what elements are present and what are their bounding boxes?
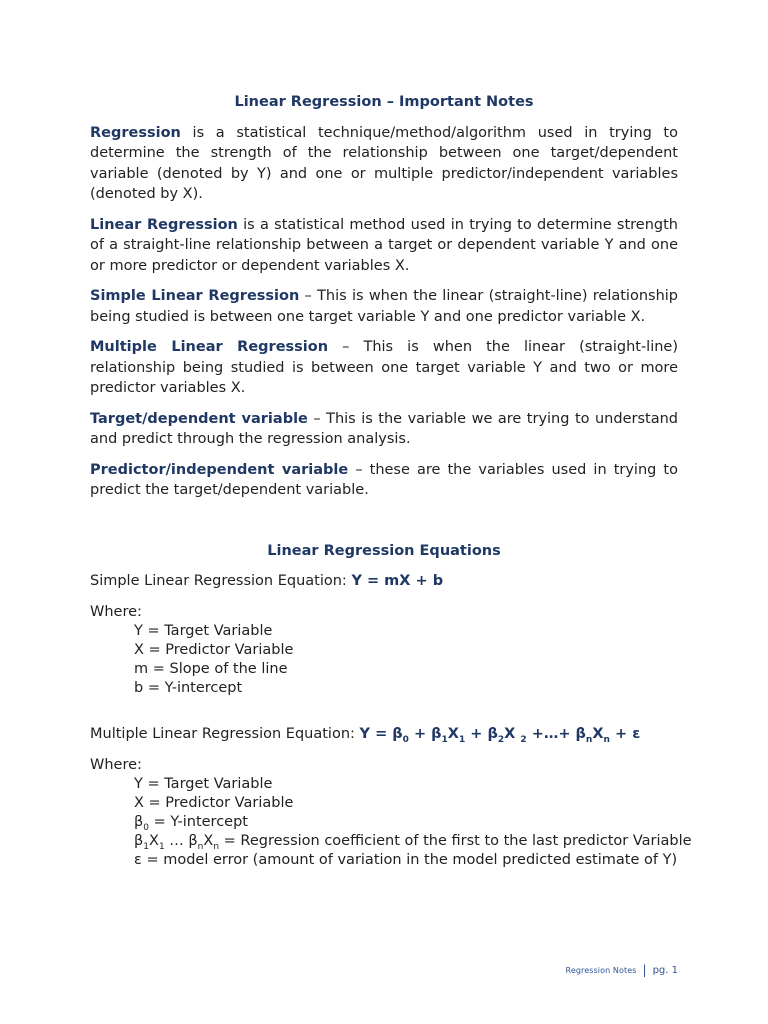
document-body (90, 92, 692, 870)
simple-equation-label: Simple Linear Regression Equation: (90, 573, 352, 589)
term: Regression (90, 124, 181, 141)
page-number: pg. 1 (652, 964, 678, 976)
multiple-equation-label: Multiple Linear Regression Equation: (90, 726, 360, 742)
list-item: m = Slope of the line (134, 661, 288, 677)
list-item: Y = Target Variable (134, 776, 273, 792)
list-item: ε = model error (amount of variation in the model predicted estimate of Y) (134, 852, 678, 868)
definition-text: – This is the variable we are trying to understand and predict through the regression analysis. (90, 410, 678, 447)
definition-text: is a statistical technique/method/algorithm used in trying to determine the strength of the relationship between one target/dependent variable (denoted by Y) and one or multiple predictor/independent variables (denoted by X). (90, 124, 678, 202)
page-footer (566, 963, 678, 977)
definition-target-variable (90, 409, 678, 450)
multiple-equation-formula: $Y = \beta_0 + \beta_1X_1 + \beta_2X$ $_2$ +…+ $\beta_nX_n + \varepsilon$ (359, 726, 641, 745)
page-title: Linear Regression – Important Notes (234, 94, 534, 110)
list-item: $\beta_1X_1$ … $\beta_nX_n$ = Regression coefficient of the first to the last predictor Variable (134, 833, 692, 852)
footer-title: Regression Notes (565, 965, 637, 975)
definition-text: is a statistical method used in trying to determine strength of a straight-line relationship between a target or dependent variable Y and one or more predictor or dependent variables X. (90, 216, 679, 274)
definition-text: – these are the variables used in trying to predict the target/dependent variable. (90, 461, 678, 498)
list-item: $\beta_0$ = Y-intercept (134, 814, 248, 833)
list-item: Y = Target Variable (134, 623, 273, 639)
list-item: X = Predictor Variable (134, 642, 294, 658)
definition-linear-regression (90, 215, 678, 277)
definition-simple-linear-regression (90, 286, 678, 327)
term: Multiple Linear Regression (90, 339, 329, 355)
definition-regression (90, 123, 678, 205)
multiple-where-label: Where: (90, 756, 142, 773)
term: Target/dependent variable (90, 410, 308, 427)
simple-where-label: Where: (90, 603, 142, 620)
definition-predictor-variable (90, 460, 678, 501)
equations-title: Linear Regression Equations (267, 542, 501, 559)
spacer (90, 698, 678, 724)
footer-separator: | (642, 963, 647, 977)
list-item: X = Predictor Variable (134, 795, 294, 811)
multiple-equation-line (90, 724, 678, 745)
definition-text: – This is when the linear (straight-line) relationship being studied is between one target variable Y and two or more predictor variables X. (90, 339, 678, 396)
term: Simple Linear Regression (90, 288, 300, 304)
list-item: b = Y-intercept (134, 680, 243, 696)
simple-equation-line (90, 571, 678, 592)
definition-multiple-linear-regression (90, 337, 678, 399)
multiple-where-list (90, 775, 692, 870)
term: Predictor/independent variable (90, 461, 349, 478)
simple-where-list (90, 622, 678, 698)
term: Linear Regression (90, 216, 238, 233)
simple-equation-formula: Y = mX + b (351, 573, 444, 589)
definition-text: – This is when the linear (straight-line) relationship being studied is between one target variable Y and one predictor variable X. (90, 288, 678, 325)
